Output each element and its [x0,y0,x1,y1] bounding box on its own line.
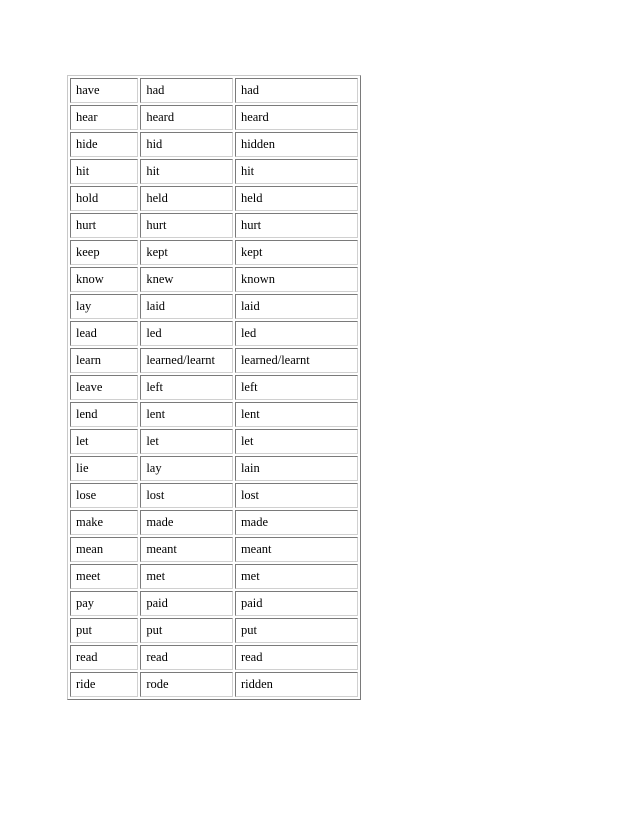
table-row [70,240,358,265]
table-row [70,348,358,373]
past-simple-cell: hit [140,159,233,184]
base-form-cell: lie [70,456,138,481]
base-form-cell: put [70,618,138,643]
past-simple-cell: put [140,618,233,643]
past-participle-cell: made [235,510,358,535]
base-form-cell: pay [70,591,138,616]
past-participle-cell: left [235,375,358,400]
past-simple-cell: lost [140,483,233,508]
past-participle-cell: lost [235,483,358,508]
base-form-cell: lay [70,294,138,319]
past-participle-cell: kept [235,240,358,265]
base-form-cell: hear [70,105,138,130]
past-participle-cell: put [235,618,358,643]
base-form-cell: let [70,429,138,454]
past-simple-cell: meant [140,537,233,562]
table-row [70,186,358,211]
past-simple-cell: rode [140,672,233,697]
base-form-cell: leave [70,375,138,400]
past-simple-cell: lay [140,456,233,481]
past-simple-cell: kept [140,240,233,265]
past-participle-cell: laid [235,294,358,319]
base-form-cell: make [70,510,138,535]
base-form-cell: learn [70,348,138,373]
past-simple-cell: knew [140,267,233,292]
base-form-cell: ride [70,672,138,697]
table-row [70,402,358,427]
verb-table-body [70,78,358,697]
past-simple-cell: laid [140,294,233,319]
past-participle-cell: lain [235,456,358,481]
past-participle-cell: known [235,267,358,292]
base-form-cell: lead [70,321,138,346]
past-simple-cell: read [140,645,233,670]
past-participle-cell: hit [235,159,358,184]
past-simple-cell: lent [140,402,233,427]
past-participle-cell: read [235,645,358,670]
past-simple-cell: let [140,429,233,454]
past-simple-cell: heard [140,105,233,130]
base-form-cell: lend [70,402,138,427]
base-form-cell: keep [70,240,138,265]
table-row [70,78,358,103]
table-row [70,159,358,184]
base-form-cell: hit [70,159,138,184]
past-participle-cell: learned/learnt [235,348,358,373]
past-simple-cell: made [140,510,233,535]
table-row [70,564,358,589]
base-form-cell: mean [70,537,138,562]
past-simple-cell: met [140,564,233,589]
base-form-cell: hurt [70,213,138,238]
table-row [70,105,358,130]
table-row [70,213,358,238]
past-simple-cell: led [140,321,233,346]
past-participle-cell: let [235,429,358,454]
table-row [70,510,358,535]
base-form-cell: have [70,78,138,103]
table-row [70,429,358,454]
past-participle-cell: meant [235,537,358,562]
past-simple-cell: left [140,375,233,400]
table-row [70,456,358,481]
table-row [70,618,358,643]
past-participle-cell: heard [235,105,358,130]
table-row [70,645,358,670]
past-simple-cell: paid [140,591,233,616]
past-participle-cell: held [235,186,358,211]
table-row [70,294,358,319]
table-row [70,132,358,157]
past-participle-cell: lent [235,402,358,427]
past-simple-cell: hid [140,132,233,157]
past-simple-cell: hurt [140,213,233,238]
past-simple-cell: had [140,78,233,103]
base-form-cell: meet [70,564,138,589]
irregular-verbs-table [67,75,361,700]
past-simple-cell: held [140,186,233,211]
past-participle-cell: had [235,78,358,103]
past-participle-cell: met [235,564,358,589]
table-row [70,267,358,292]
past-participle-cell: led [235,321,358,346]
past-participle-cell: hidden [235,132,358,157]
past-participle-cell: ridden [235,672,358,697]
past-simple-cell: learned/learnt [140,348,233,373]
base-form-cell: lose [70,483,138,508]
base-form-cell: hide [70,132,138,157]
base-form-cell: know [70,267,138,292]
base-form-cell: hold [70,186,138,211]
table-row [70,537,358,562]
past-participle-cell: paid [235,591,358,616]
table-row [70,375,358,400]
table-row [70,321,358,346]
table-row [70,483,358,508]
past-participle-cell: hurt [235,213,358,238]
table-row [70,591,358,616]
table-row [70,672,358,697]
base-form-cell: read [70,645,138,670]
